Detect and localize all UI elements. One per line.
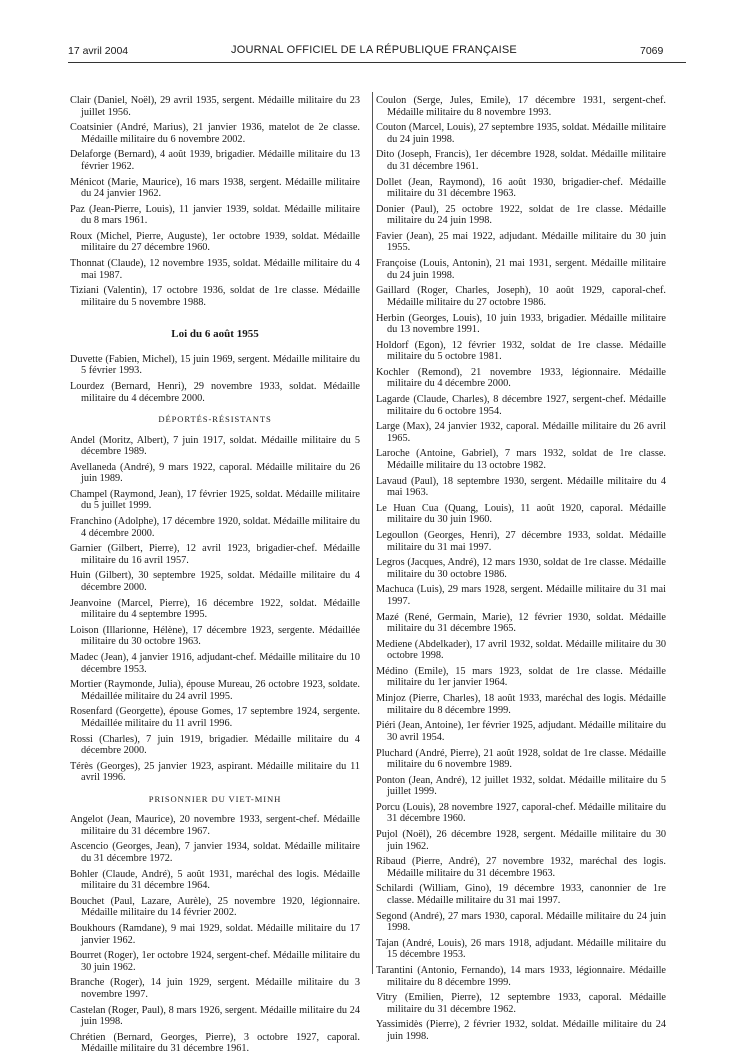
decoration-entry: Castelan (Roger, Paul), 8 mars 1926, sergent. Médaille militaire du 24 juin 1998. bbox=[70, 1004, 360, 1028]
right-column bbox=[376, 95, 666, 1047]
decoration-entry: Large (Max), 24 janvier 1932, caporal. Médaille militaire du 26 avril 1965. bbox=[376, 421, 666, 444]
decoration-entry: Schilardi (William, Gino), 19 décembre 1933, canonnier de 1re classe. Médaille militaire du 31 mai 1997. bbox=[376, 883, 666, 906]
decoration-entry: Françoise (Louis, Antonin), 21 mai 1931, sergent. Médaille militaire du 24 juin 1998. bbox=[376, 258, 666, 281]
decoration-entry: Kochler (Remond), 21 novembre 1933, légionnaire. Médaille militaire du 4 décembre 2000. bbox=[376, 366, 666, 390]
decoration-entry: Jeanvoine (Marcel, Pierre), 16 décembre 1922, soldat. Médaille militaire du 4 septembre 1995. bbox=[70, 597, 360, 621]
decoration-entry: Vitry (Emilien, Pierre), 12 septembre 1933, caporal. Médaille militaire du 31 décembre 1962. bbox=[376, 992, 666, 1015]
decoration-entry: Térès (Georges), 25 janvier 1923, aspirant. Médaille militaire du 11 avril 1996. bbox=[70, 760, 360, 784]
decoration-entry: Madec (Jean), 4 janvier 1916, adjudant-chef. Médaille militaire du 10 décembre 1953. bbox=[70, 652, 360, 675]
decoration-entry: Ponton (Jean, André), 12 juillet 1932, soldat. Médaille militaire du 5 juillet 1999. bbox=[376, 774, 666, 798]
decoration-entry: Angelot (Jean, Maurice), 20 novembre 1933, sergent-chef. Médaille militaire du 31 décembre 1967. bbox=[70, 814, 360, 837]
decoration-entry: Legros (Jacques, André), 12 mars 1930, soldat de 1re classe. Médaille militaire du 30 octobre 1986. bbox=[376, 557, 666, 580]
decoration-entry: Mediene (Abdelkader), 17 avril 1932, soldat. Médaille militaire du 30 octobre 1998. bbox=[376, 638, 666, 662]
decoration-entry: Boukhours (Ramdane), 9 mai 1929, soldat. Médaille militaire du 17 janvier 1962. bbox=[70, 923, 360, 946]
decoration-entry: Pujol (Noël), 26 décembre 1928, sergent. Médaille militaire du 30 juin 1962. bbox=[376, 829, 666, 852]
decoration-entry: Branche (Roger), 14 juin 1929, sergent. Médaille militaire du 3 novembre 1997. bbox=[70, 977, 360, 1000]
decoration-entry: Gaillard (Roger, Charles, Joseph), 10 août 1929, caporal-chef. Médaille militaire du 27 octobre 1986. bbox=[376, 285, 666, 308]
decoration-entry: Roux (Michel, Pierre, Auguste), 1er octobre 1939, soldat. Médaille militaire du 27 décembre 1960. bbox=[70, 230, 360, 254]
decoration-entry: Herbin (Georges, Louis), 10 juin 1933, brigadier. Médaille militaire du 13 novembre 1991. bbox=[376, 312, 666, 335]
decoration-entry: Mazé (René, Germain, Marie), 12 février 1930, soldat. Médaille militaire du 31 décembre 1965. bbox=[376, 611, 666, 635]
left-column bbox=[70, 95, 360, 1059]
entry-group bbox=[70, 95, 360, 308]
entry-group bbox=[70, 435, 360, 784]
decoration-entry: Couton (Marcel, Louis), 27 septembre 1935, soldat. Médaille militaire du 24 juin 1998. bbox=[376, 122, 666, 145]
decoration-entry: Ascencio (Georges, Jean), 7 janvier 1934, soldat. Médaille militaire du 31 décembre 1972. bbox=[70, 841, 360, 864]
decoration-entry: Huin (Gilbert), 30 septembre 1925, soldat. Médaille militaire du 4 décembre 2000. bbox=[70, 570, 360, 593]
decoration-entry: Bouchet (Paul, Lazare, Aurèle), 25 novembre 1920, légionnaire. Médaille militaire du 14 février 2002. bbox=[70, 895, 360, 919]
decoration-entry: Bohler (Claude, André), 5 août 1931, maréchal des logis. Médaille militaire du 31 décembre 1964. bbox=[70, 868, 360, 892]
decoration-entry: Coulon (Serge, Jules, Emile), 17 décembre 1931, sergent-chef. Médaille militaire du 8 novembre 1993. bbox=[376, 95, 666, 118]
decoration-entry: Chrétien (Bernard, Georges, Pierre), 3 octobre 1927, caporal. Médaille militaire du 31 décembre 1961. bbox=[70, 1031, 360, 1055]
decoration-entry: Delaforge (Bernard), 4 août 1939, brigadier. Médaille militaire du 13 février 1962. bbox=[70, 149, 360, 172]
section-title-prisonnier: PRISONNIER DU VIET-MINH bbox=[148, 793, 282, 804]
decoration-entry: Paz (Jean-Pierre, Louis), 11 janvier 1939, soldat. Médaille militaire du 8 mars 1961. bbox=[70, 203, 360, 227]
header-rule bbox=[68, 62, 686, 63]
decoration-entry: Ménicot (Marie, Maurice), 16 mars 1938, sergent. Médaille militaire du 24 janvier 1962. bbox=[70, 176, 360, 200]
decoration-entry: Garnier (Gilbert, Pierre), 12 avril 1923, brigadier-chef. Médaille militaire du 16 avril 1957. bbox=[70, 543, 360, 566]
entry-group bbox=[70, 354, 360, 404]
decoration-entry: Andel (Moritz, Albert), 7 juin 1917, soldat. Médaille militaire du 5 décembre 1989. bbox=[70, 434, 360, 457]
decoration-entry: Legoullon (Georges, Henri), 27 décembre 1933, soldat. Médaille militaire du 31 mai 1997. bbox=[376, 530, 666, 553]
law-title: Loi du 6 août 1955 bbox=[171, 328, 259, 341]
decoration-entry: Rosenfard (Georgette), épouse Gomes, 17 septembre 1924, sergente. Médaillée militaire du 11 avril 1996. bbox=[70, 706, 360, 729]
decoration-entry: Yassimidès (Pierre), 2 février 1932, soldat. Médaille militaire du 24 juin 1998. bbox=[376, 1019, 666, 1042]
decoration-entry: Pluchard (André, Pierre), 21 août 1928, soldat de 1re classe. Médaille militaire du 6 novembre 1989. bbox=[376, 747, 666, 770]
decoration-entry: Franchino (Adolphe), 17 décembre 1920, soldat. Médaille militaire du 4 décembre 2000. bbox=[70, 516, 360, 539]
decoration-entry: Bourret (Roger), 1er octobre 1924, sergent-chef. Médaille militaire du 30 juin 1962. bbox=[70, 950, 360, 973]
page-number: 7069 bbox=[640, 45, 664, 57]
decoration-entry: Mortier (Raymonde, Julia), épouse Mureau, 26 octobre 1923, soldate. Médaillée militaire du 24 avril 1995. bbox=[70, 679, 360, 702]
decoration-entry: Le Huan Cua (Quang, Louis), 11 août 1920, caporal. Médaille militaire du 30 juin 1960. bbox=[376, 502, 666, 526]
decoration-entry: Tiziani (Valentin), 17 octobre 1936, soldat de 1re classe. Médaille militaire du 5 novembre 1988. bbox=[70, 285, 360, 308]
decoration-entry: Dito (Joseph, Francis), 1er décembre 1928, soldat. Médaille militaire du 31 décembre 1961. bbox=[376, 149, 666, 172]
decoration-entry: Champel (Raymond, Jean), 17 février 1925, soldat. Médaille militaire du 5 juillet 1999. bbox=[70, 488, 360, 512]
journal-title: JOURNAL OFFICIEL DE LA RÉPUBLIQUE FRANÇAISE bbox=[231, 44, 517, 56]
decoration-entry: Rossi (Charles), 7 juin 1919, brigadier. Médaille militaire du 4 décembre 2000. bbox=[70, 733, 360, 757]
decoration-entry: Clair (Daniel, Noël), 29 avril 1935, sergent. Médaille militaire du 23 juillet 1956. bbox=[70, 95, 360, 118]
decoration-entry: Holdorf (Egon), 12 février 1932, soldat de 1re classe. Médaille militaire du 5 octobre 1981. bbox=[376, 339, 666, 363]
decoration-entry: Lavaud (Paul), 18 septembre 1930, sergent. Médaille militaire du 4 mai 1963. bbox=[376, 475, 666, 499]
decoration-entry: Piéri (Jean, Antoine), 1er février 1925, adjudant. Médaille militaire du 30 avril 1954. bbox=[376, 720, 666, 743]
page-header bbox=[0, 0, 748, 70]
decoration-entry: Avellaneda (André), 9 mars 1922, caporal. Médaille militaire du 26 juin 1989. bbox=[70, 461, 360, 485]
entry-group bbox=[376, 95, 666, 1042]
decoration-entry: Tajan (André, Louis), 26 mars 1918, adjudant. Médaille militaire du 15 décembre 1953. bbox=[376, 937, 666, 961]
decoration-entry: Porcu (Louis), 28 novembre 1927, caporal-chef. Médaille militaire du 31 décembre 1960. bbox=[376, 801, 666, 825]
decoration-entry: Coatsinier (André, Marius), 21 janvier 1936, matelot de 2e classe. Médaille militaire du 6 novembre 2002. bbox=[70, 122, 360, 145]
decoration-entry: Ribaud (Pierre, André), 27 novembre 1932, maréchal des logis. Médaille militaire du 31 décembre 1963. bbox=[376, 856, 666, 879]
decoration-entry: Thonnat (Claude), 12 novembre 1935, soldat. Médaille militaire du 4 mai 1987. bbox=[70, 258, 360, 281]
decoration-entry: Donier (Paul), 25 octobre 1922, soldat de 1re classe. Médaille militaire du 24 juin 1998. bbox=[376, 203, 666, 227]
entry-group bbox=[70, 814, 360, 1055]
decoration-entry: Loison (Illarionne, Hélène), 17 décembre 1923, sergente. Médaillée militaire du 30 octobre 1963. bbox=[70, 624, 360, 648]
decoration-entry: Machuca (Luis), 29 mars 1928, sergent. Médaille militaire du 31 mai 1997. bbox=[376, 584, 666, 607]
decoration-entry: Lagarde (Claude, Charles), 8 décembre 1927, sergent-chef. Médaille militaire du 6 octobre 1954. bbox=[376, 394, 666, 417]
decoration-entry: Tarantini (Antonio, Fernando), 14 mars 1933, légionnaire. Médaille militaire du 8 décembre 1999. bbox=[376, 965, 666, 988]
decoration-entry: Dollet (Jean, Raymond), 16 août 1930, brigadier-chef. Médaille militaire du 31 décembre 1963. bbox=[376, 176, 666, 200]
decoration-entry: Lourdez (Bernard, Henri), 29 novembre 1933, soldat. Médaille militaire du 4 décembre 2000. bbox=[70, 381, 360, 404]
decoration-entry: Minjoz (Pierre, Charles), 18 août 1933, maréchal des logis. Médaille militaire du 8 décembre 1999. bbox=[376, 693, 666, 716]
decoration-entry: Segond (André), 27 mars 1930, caporal. Médaille militaire du 24 juin 1998. bbox=[376, 910, 666, 934]
decoration-entry: Médino (Emile), 15 mars 1923, soldat de 1re classe. Médaille militaire du 1er janvier 1964. bbox=[376, 665, 666, 689]
section-title-deportes: DÉPORTÉS-RÉSISTANTS bbox=[158, 414, 272, 424]
decoration-entry: Laroche (Antoine, Gabriel), 7 mars 1932, soldat de 1re classe. Médaille militaire du 13 octobre 1982. bbox=[376, 448, 666, 471]
decoration-entry: Favier (Jean), 25 mai 1922, adjudant. Médaille militaire du 30 juin 1955. bbox=[376, 230, 666, 254]
column-divider bbox=[372, 92, 373, 974]
decoration-entry: Duvette (Fabien, Michel), 15 juin 1969, sergent. Médaille militaire du 5 février 1993. bbox=[70, 353, 360, 377]
header-date: 17 avril 2004 bbox=[68, 45, 129, 57]
